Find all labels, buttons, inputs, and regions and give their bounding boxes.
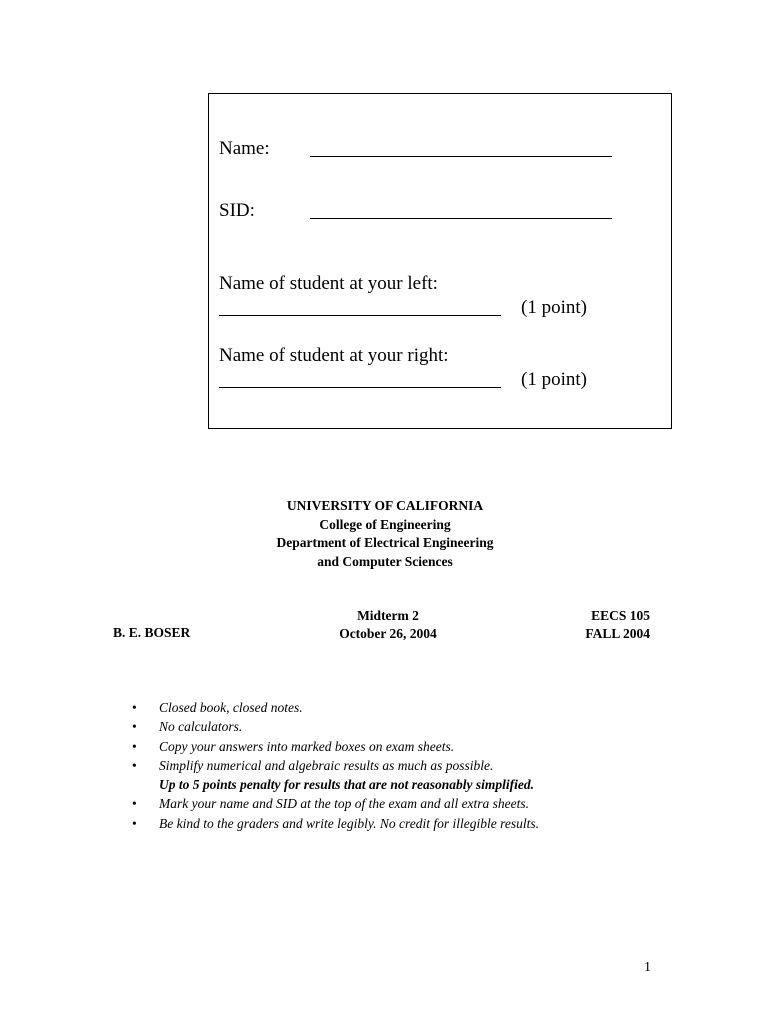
bullet-icon: • (132, 719, 137, 735)
right-student-label: Name of student at your right: (219, 345, 449, 366)
instructor-name: B. E. BOSER (113, 625, 191, 640)
course-term: FALL 2004 (585, 626, 650, 641)
bullet-icon: • (132, 757, 137, 773)
student-info-box (208, 93, 672, 429)
course-code: EECS 105 (591, 608, 650, 623)
institution-block (0, 497, 770, 571)
rule-text: Simplify numerical and algebraic results as much as possible. (159, 757, 494, 773)
rule-item (130, 737, 539, 756)
bullet-icon: • (132, 796, 137, 812)
department-name: Department of Electrical Engineering (276, 535, 494, 550)
rule-item (130, 756, 539, 795)
department-name-cont: and Computer Sciences (317, 553, 453, 569)
rule-text: No calculators. (159, 719, 243, 735)
rule-text: Copy your answers into marked boxes on exam sheets. (159, 738, 455, 754)
college-name: College of Engineering (319, 516, 451, 532)
bullet-icon: • (132, 700, 137, 715)
left-student-label: Name of student at your left: (219, 273, 438, 294)
rule-text: Closed book, closed notes. (159, 700, 303, 715)
rule-penalty-note: Up to 5 points penalty for results that are not reasonably simplified. (159, 777, 535, 793)
bullet-icon: • (132, 815, 137, 831)
right-student-field[interactable] (219, 387, 501, 388)
university-name: UNIVERSITY OF CALIFORNIA (286, 498, 484, 513)
rule-item (130, 717, 539, 736)
name-label: Name: (219, 138, 270, 159)
exam-title: Midterm 2 (357, 608, 419, 623)
rule-item (130, 698, 539, 717)
sid-label: SID: (219, 200, 255, 221)
exam-date: October 26, 2004 (339, 626, 437, 641)
exam-rules-list (130, 698, 539, 833)
rule-text: Mark your name and SID at the top of the exam and all extra sheets. (159, 796, 530, 812)
rule-item (130, 814, 539, 833)
name-field[interactable] (310, 156, 612, 157)
sid-field[interactable] (310, 218, 612, 219)
rule-text: Be kind to the graders and write legibly. No credit for illegible results. (159, 815, 539, 831)
bullet-icon: • (132, 738, 137, 754)
rule-item (130, 794, 539, 813)
page-number: 1 (644, 960, 651, 975)
right-student-points: (1 point) (521, 369, 587, 390)
left-student-points: (1 point) (521, 297, 587, 318)
left-student-field[interactable] (219, 315, 501, 316)
